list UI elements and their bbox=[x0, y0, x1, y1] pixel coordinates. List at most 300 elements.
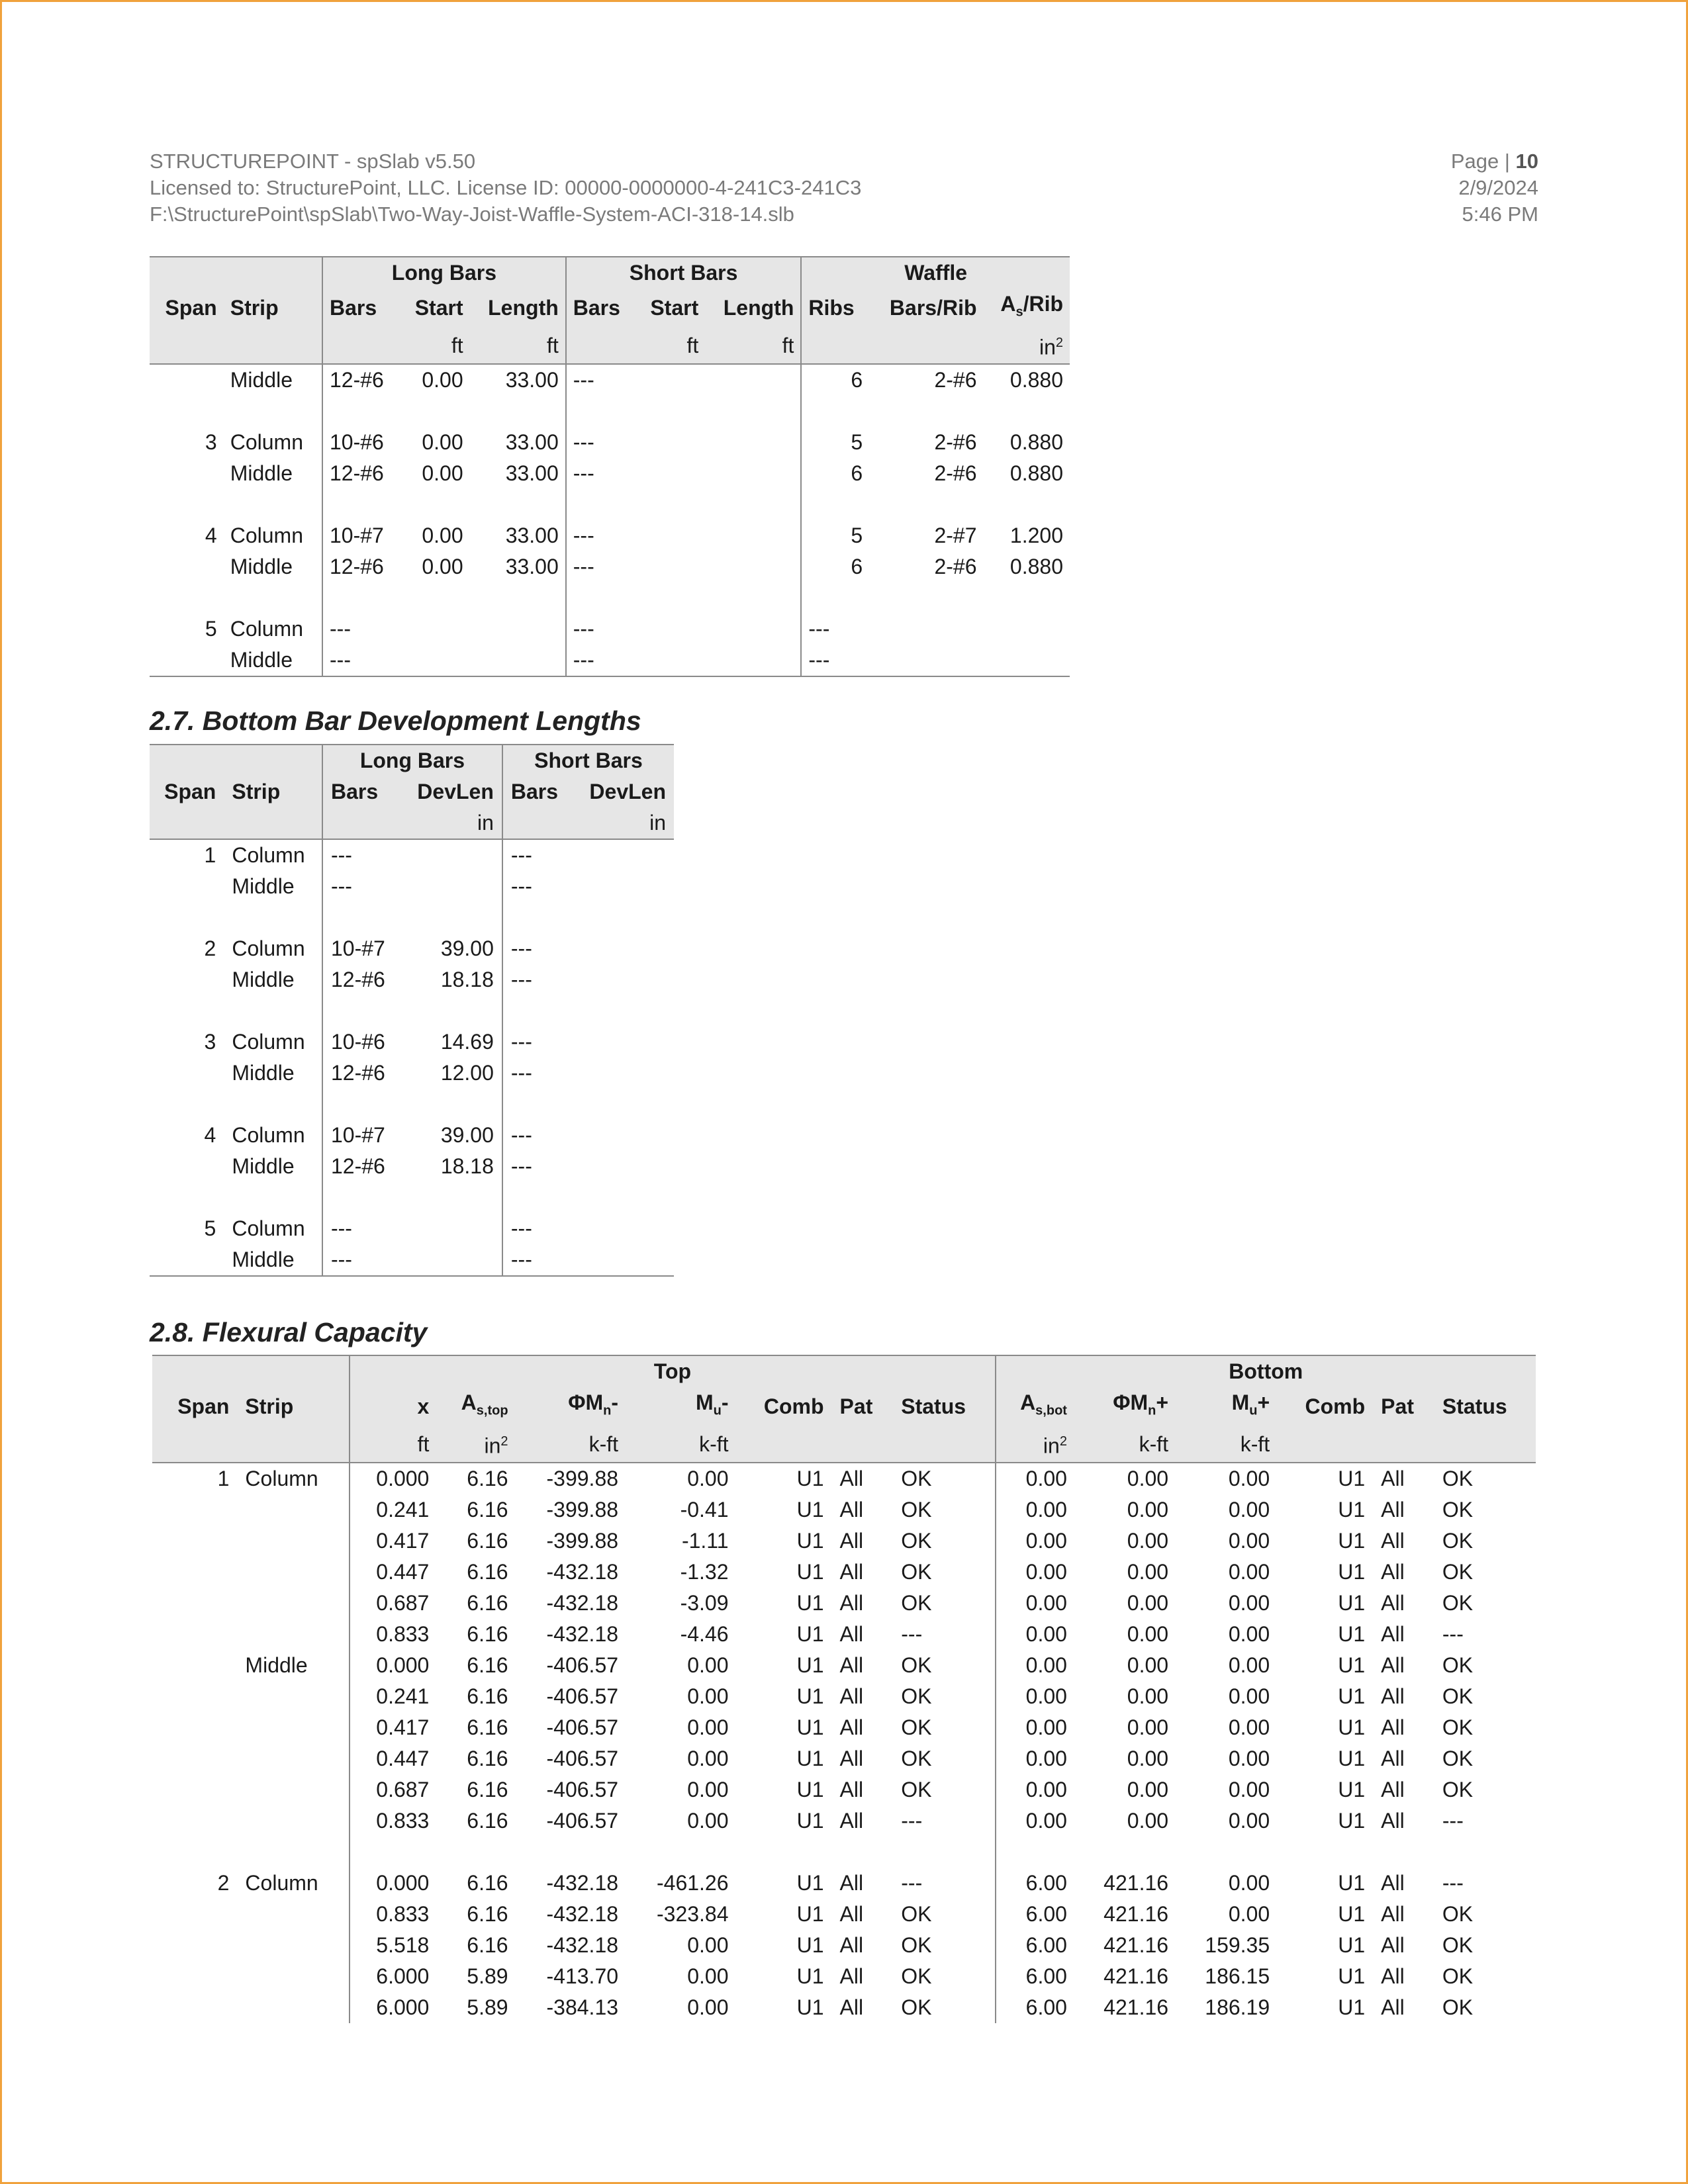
ribs-cell: 5 bbox=[801, 427, 869, 458]
header-time: 5:46 PM bbox=[1462, 203, 1538, 226]
long-devlen-cell bbox=[400, 1213, 502, 1244]
phimn-pos-cell: 0.00 bbox=[1127, 1778, 1169, 1802]
short-start-cell bbox=[635, 364, 706, 396]
as-top-cell: 6.16 bbox=[467, 1715, 508, 1740]
status-bot-cell: OK bbox=[1442, 1747, 1474, 1771]
mu-pos-cell: 0.00 bbox=[1228, 1684, 1270, 1709]
header-file-path: F:\StructurePoint\spSlab\Two-Way-Joist-Waffle-System-ACI-318-14.slb bbox=[150, 203, 794, 226]
short-bars-cell: --- bbox=[502, 964, 573, 995]
table-row bbox=[152, 1743, 1536, 1774]
header-date: 2/9/2024 bbox=[1458, 176, 1538, 199]
x-cell: 0.833 bbox=[350, 1805, 437, 1837]
phimn-pos-cell: 0.00 bbox=[1127, 1529, 1169, 1553]
as-bot-cell: 0.00 bbox=[996, 1681, 1075, 1712]
mu-neg-cell: 0.00 bbox=[687, 1653, 729, 1678]
as-bot-cell: 0.00 bbox=[996, 1805, 1075, 1837]
status-bot-cell: OK bbox=[1442, 1933, 1474, 1958]
as-bot-cell: 0.00 bbox=[996, 1588, 1075, 1619]
pat-bot-cell: All bbox=[1381, 1933, 1405, 1958]
x-cell: 0.000 bbox=[350, 1868, 437, 1899]
comb-top-cell: U1 bbox=[796, 1684, 824, 1709]
t3-col-span: Span bbox=[152, 1387, 237, 1426]
t3-col-as-bot: $A_{s,bot}$ bbox=[996, 1387, 1075, 1426]
short-bars-cell: --- bbox=[502, 839, 573, 871]
mu-neg-cell: -4.46 bbox=[680, 1622, 729, 1647]
table-row bbox=[152, 1961, 1536, 1992]
status-bot-cell: OK bbox=[1442, 1778, 1474, 1802]
long-bars-cell: --- bbox=[322, 614, 400, 645]
strip-cell: Column bbox=[232, 843, 305, 867]
x-cell: 0.000 bbox=[350, 1650, 437, 1681]
mu-pos-cell: 0.00 bbox=[1228, 1467, 1270, 1491]
short-start-cell bbox=[635, 520, 706, 551]
as-rib-cell: 0.880 bbox=[1009, 368, 1063, 392]
status-bot-cell: OK bbox=[1442, 1591, 1474, 1615]
pat-top-cell: All bbox=[839, 1995, 864, 2020]
pat-top-cell: All bbox=[839, 1778, 864, 1802]
pat-top-cell: All bbox=[839, 1871, 864, 1895]
bars-rib-cell: 2-#6 bbox=[934, 430, 977, 455]
status-bot-cell: --- bbox=[1442, 1622, 1464, 1647]
spacer-row bbox=[150, 1182, 674, 1213]
x-cell: 5.518 bbox=[350, 1930, 437, 1961]
strip-cell: Column bbox=[232, 1216, 305, 1240]
x-cell: 0.687 bbox=[350, 1774, 437, 1805]
table-row bbox=[150, 520, 1070, 551]
comb-top-cell: U1 bbox=[796, 1715, 824, 1740]
x-cell: 0.241 bbox=[350, 1681, 437, 1712]
spacer-row bbox=[150, 582, 1070, 614]
table-row bbox=[152, 1774, 1536, 1805]
status-bot-cell: OK bbox=[1442, 1902, 1474, 1927]
mu-pos-cell: 186.19 bbox=[1205, 1995, 1270, 2020]
phimn-neg-cell: -432.18 bbox=[546, 1560, 619, 1584]
strip-cell: Middle bbox=[230, 461, 293, 486]
long-devlen-cell: 18.18 bbox=[440, 1154, 494, 1178]
t3-group-top: Top bbox=[350, 1355, 995, 1387]
flexural-capacity-table bbox=[152, 1355, 1536, 2023]
as-rib-cell bbox=[984, 614, 1070, 645]
as-rib-cell: 0.880 bbox=[1009, 555, 1063, 579]
pat-bot-cell: All bbox=[1381, 1529, 1405, 1553]
pat-top-cell: All bbox=[839, 1591, 864, 1615]
as-bot-cell: 0.00 bbox=[996, 1463, 1075, 1494]
span-cell bbox=[152, 1557, 237, 1588]
x-cell: 6.000 bbox=[350, 1992, 437, 2023]
comb-bot-cell: U1 bbox=[1338, 1747, 1366, 1771]
table-row bbox=[152, 1463, 1536, 1494]
span-cell bbox=[152, 1961, 237, 1992]
short-bars-cell: --- bbox=[502, 933, 573, 964]
t1-col-short-length: Length bbox=[705, 289, 801, 328]
table-row bbox=[152, 1868, 1536, 1899]
t3-group-bottom: Bottom bbox=[996, 1355, 1536, 1387]
short-bars-cell: --- bbox=[502, 1151, 573, 1182]
pat-top-cell: All bbox=[839, 1653, 864, 1678]
t3-unit-phimn-pos: k-ft bbox=[1075, 1426, 1176, 1463]
status-top-cell: OK bbox=[901, 1778, 932, 1802]
table-row bbox=[152, 1930, 1536, 1961]
long-bars-cell: 10-#7 bbox=[322, 1120, 400, 1151]
pat-bot-cell: All bbox=[1381, 1747, 1405, 1771]
spacer-row bbox=[152, 1837, 1536, 1868]
short-start-cell bbox=[635, 551, 706, 582]
phimn-neg-cell: -384.13 bbox=[546, 1995, 619, 2020]
mu-neg-cell: 0.00 bbox=[687, 1684, 729, 1709]
t3-unit-mu-pos: k-ft bbox=[1176, 1426, 1278, 1463]
short-devlen-cell bbox=[573, 1026, 674, 1058]
status-bot-cell: OK bbox=[1442, 1715, 1474, 1740]
span-cell: 2 bbox=[204, 936, 216, 960]
long-length-cell: 33.00 bbox=[505, 555, 559, 579]
strip-cell: Column bbox=[230, 523, 303, 548]
as-rib-cell: 1.200 bbox=[1009, 523, 1063, 548]
t1-unit-long-start: ft bbox=[400, 328, 470, 364]
status-top-cell: OK bbox=[901, 1560, 932, 1584]
status-top-cell: OK bbox=[901, 1498, 932, 1522]
span-cell bbox=[152, 1681, 237, 1712]
phimn-neg-cell: -432.18 bbox=[546, 1902, 619, 1927]
comb-top-cell: U1 bbox=[796, 1498, 824, 1522]
comb-bot-cell: U1 bbox=[1338, 1809, 1366, 1833]
ribs-cell: 5 bbox=[801, 520, 869, 551]
as-bot-cell: 0.00 bbox=[996, 1650, 1075, 1681]
as-top-cell: 5.89 bbox=[467, 1995, 508, 2020]
comb-bot-cell: U1 bbox=[1338, 1871, 1366, 1895]
span-cell bbox=[152, 1992, 237, 2023]
table-row bbox=[150, 964, 674, 995]
short-bars-cell: --- bbox=[566, 520, 635, 551]
t2-col-long-devlen: DevLen bbox=[400, 776, 502, 807]
strip-cell: Middle bbox=[232, 874, 295, 898]
pat-top-cell: All bbox=[839, 1809, 864, 1833]
as-bot-cell: 0.00 bbox=[996, 1494, 1075, 1525]
as-bot-cell: 0.00 bbox=[996, 1557, 1075, 1588]
t3-col-strip: Strip bbox=[237, 1387, 350, 1426]
span-cell: 4 bbox=[204, 1123, 216, 1147]
phimn-neg-cell: -399.88 bbox=[546, 1467, 619, 1491]
phimn-neg-cell: -432.18 bbox=[546, 1622, 619, 1647]
strip-cell: Middle bbox=[245, 1653, 308, 1678]
phimn-pos-cell: 0.00 bbox=[1127, 1560, 1169, 1584]
long-bars-cell: 10-#7 bbox=[322, 933, 400, 964]
status-top-cell: --- bbox=[901, 1622, 923, 1647]
short-devlen-cell bbox=[573, 1244, 674, 1276]
pat-bot-cell: All bbox=[1381, 1622, 1405, 1647]
status-top-cell: OK bbox=[901, 1684, 932, 1709]
status-top-cell: OK bbox=[901, 1529, 932, 1553]
phimn-pos-cell: 0.00 bbox=[1127, 1498, 1169, 1522]
table-row bbox=[150, 551, 1070, 582]
long-start-cell: 0.00 bbox=[422, 368, 463, 392]
span-cell bbox=[150, 1058, 224, 1089]
strip-cell bbox=[237, 1774, 350, 1805]
status-top-cell: OK bbox=[901, 1591, 932, 1615]
mu-neg-cell: 0.00 bbox=[687, 1715, 729, 1740]
as-bot-cell: 6.00 bbox=[996, 1868, 1075, 1899]
table-row bbox=[152, 1681, 1536, 1712]
pat-bot-cell: All bbox=[1381, 1560, 1405, 1584]
span-cell bbox=[152, 1588, 237, 1619]
comb-bot-cell: U1 bbox=[1338, 1467, 1366, 1491]
short-devlen-cell bbox=[573, 871, 674, 902]
mu-neg-cell: -461.26 bbox=[656, 1871, 729, 1895]
table-row bbox=[152, 1992, 1536, 2023]
short-length-cell bbox=[705, 645, 801, 676]
strip-cell bbox=[237, 1743, 350, 1774]
phimn-neg-cell: -406.57 bbox=[546, 1653, 619, 1678]
t3-col-x: x bbox=[350, 1387, 437, 1426]
mu-pos-cell: 0.00 bbox=[1228, 1529, 1270, 1553]
t2-group-short-bars: Short Bars bbox=[502, 745, 674, 776]
t2-group-long-bars: Long Bars bbox=[322, 745, 502, 776]
pat-bot-cell: All bbox=[1381, 1871, 1405, 1895]
x-cell: 0.447 bbox=[350, 1743, 437, 1774]
t2-unit-long-devlen: in bbox=[400, 807, 502, 839]
t1-col-long-length: Length bbox=[470, 289, 566, 328]
as-rib-cell: 0.880 bbox=[1009, 430, 1063, 455]
strip-cell bbox=[237, 1961, 350, 1992]
strip-cell bbox=[237, 1992, 350, 2023]
mu-neg-cell: -1.32 bbox=[680, 1560, 729, 1584]
long-devlen-cell bbox=[400, 871, 502, 902]
pat-bot-cell: All bbox=[1381, 1498, 1405, 1522]
as-rib-cell bbox=[984, 645, 1070, 676]
strip-cell: Middle bbox=[230, 368, 293, 392]
table-row bbox=[150, 839, 674, 871]
strip-cell: Column bbox=[232, 936, 305, 960]
ribs-cell: 6 bbox=[801, 551, 869, 582]
bars-rib-cell: 2-#6 bbox=[934, 368, 977, 392]
long-devlen-cell: 39.00 bbox=[440, 1123, 494, 1147]
short-bars-cell: --- bbox=[566, 614, 635, 645]
mu-neg-cell: -3.09 bbox=[680, 1591, 729, 1615]
as-top-cell: 6.16 bbox=[467, 1467, 508, 1491]
comb-bot-cell: U1 bbox=[1338, 1964, 1366, 1989]
long-bars-cell: 10-#6 bbox=[322, 1026, 400, 1058]
table-row bbox=[150, 364, 1070, 396]
table-row bbox=[152, 1588, 1536, 1619]
table-row bbox=[150, 614, 1070, 645]
x-cell: 0.000 bbox=[350, 1463, 437, 1494]
status-top-cell: OK bbox=[901, 1715, 932, 1740]
table-row bbox=[152, 1557, 1536, 1588]
long-bars-cell: 10-#6 bbox=[322, 427, 400, 458]
header-page bbox=[1451, 148, 1538, 175]
bars-rib-cell: 2-#6 bbox=[934, 461, 977, 486]
t1-col-short-bars: Bars bbox=[566, 289, 635, 328]
strip-cell bbox=[237, 1494, 350, 1525]
span-cell: 3 bbox=[204, 1030, 216, 1054]
status-bot-cell: --- bbox=[1442, 1871, 1464, 1895]
t1-col-long-start: Start bbox=[400, 289, 470, 328]
phimn-pos-cell: 0.00 bbox=[1127, 1715, 1169, 1740]
mu-pos-cell: 0.00 bbox=[1228, 1653, 1270, 1678]
status-top-cell: OK bbox=[901, 1995, 932, 2020]
strip-cell bbox=[237, 1557, 350, 1588]
comb-top-cell: U1 bbox=[796, 1809, 824, 1833]
t1-col-span: Span bbox=[150, 289, 224, 328]
comb-top-cell: U1 bbox=[796, 1653, 824, 1678]
span-cell bbox=[150, 1151, 224, 1182]
long-devlen-cell: 14.69 bbox=[440, 1030, 494, 1054]
status-bot-cell: --- bbox=[1442, 1809, 1464, 1833]
phimn-neg-cell: -406.57 bbox=[546, 1809, 619, 1833]
pat-bot-cell: All bbox=[1381, 1715, 1405, 1740]
comb-top-cell: U1 bbox=[796, 1560, 824, 1584]
t1-unit-as-rib: $in^2$ bbox=[984, 328, 1070, 364]
t2-col-long-bars: Bars bbox=[322, 776, 400, 807]
comb-top-cell: U1 bbox=[796, 1747, 824, 1771]
spacer-row bbox=[150, 902, 674, 933]
span-cell bbox=[152, 1619, 237, 1650]
span-cell bbox=[150, 364, 224, 396]
comb-top-cell: U1 bbox=[796, 1871, 824, 1895]
status-top-cell: --- bbox=[901, 1871, 923, 1895]
long-devlen-cell: 39.00 bbox=[440, 936, 494, 960]
as-bot-cell: 0.00 bbox=[996, 1525, 1075, 1557]
as-top-cell: 6.16 bbox=[467, 1684, 508, 1709]
mu-neg-cell: -323.84 bbox=[656, 1902, 729, 1927]
strip-cell: Column bbox=[245, 1467, 318, 1491]
status-top-cell: OK bbox=[901, 1653, 932, 1678]
phimn-pos-cell: 421.16 bbox=[1103, 1995, 1169, 2020]
span-cell: 2 bbox=[217, 1871, 230, 1895]
long-start-cell: 0.00 bbox=[422, 555, 463, 579]
as-bot-cell: 0.00 bbox=[996, 1774, 1075, 1805]
as-top-cell: 6.16 bbox=[467, 1498, 508, 1522]
t3-col-phimn-neg: $\Phi M_n-$ bbox=[516, 1387, 626, 1426]
bottom-bar-development-table bbox=[150, 744, 674, 1277]
t1-col-bars-rib: Bars/Rib bbox=[869, 289, 983, 328]
span-cell: 4 bbox=[205, 523, 217, 548]
phimn-neg-cell: -413.70 bbox=[546, 1964, 619, 1989]
x-cell: 0.241 bbox=[350, 1494, 437, 1525]
x-cell: 0.417 bbox=[350, 1712, 437, 1743]
comb-bot-cell: U1 bbox=[1338, 1560, 1366, 1584]
mu-pos-cell: 0.00 bbox=[1228, 1498, 1270, 1522]
report-header-right bbox=[1451, 148, 1538, 228]
long-devlen-cell bbox=[400, 1244, 502, 1276]
comb-top-cell: U1 bbox=[796, 1902, 824, 1927]
short-bars-cell: --- bbox=[566, 364, 635, 396]
comb-bot-cell: U1 bbox=[1338, 1902, 1366, 1927]
short-length-cell bbox=[705, 458, 801, 489]
short-length-cell bbox=[705, 614, 801, 645]
short-start-cell bbox=[635, 645, 706, 676]
phimn-pos-cell: 0.00 bbox=[1127, 1747, 1169, 1771]
pat-bot-cell: All bbox=[1381, 1591, 1405, 1615]
short-length-cell bbox=[705, 364, 801, 396]
comb-top-cell: U1 bbox=[796, 1529, 824, 1553]
t2-col-short-devlen: DevLen bbox=[573, 776, 674, 807]
phimn-pos-cell: 0.00 bbox=[1127, 1622, 1169, 1647]
as-bot-cell: 6.00 bbox=[996, 1992, 1075, 2023]
mu-neg-cell: 0.00 bbox=[687, 1964, 729, 1989]
t3-col-comb-top: Comb bbox=[737, 1387, 832, 1426]
page-number: 10 bbox=[1515, 150, 1538, 173]
comb-top-cell: U1 bbox=[796, 1591, 824, 1615]
status-bot-cell: OK bbox=[1442, 1964, 1474, 1989]
phimn-neg-cell: -432.18 bbox=[546, 1871, 619, 1895]
t3-col-status-top: Status bbox=[893, 1387, 995, 1426]
short-devlen-cell bbox=[573, 1151, 674, 1182]
spacer-row bbox=[150, 1089, 674, 1120]
long-bars-cell: 12-#6 bbox=[322, 364, 400, 396]
t3-col-pat-bot: Pat bbox=[1373, 1387, 1434, 1426]
phimn-pos-cell: 421.16 bbox=[1103, 1933, 1169, 1958]
mu-neg-cell: 0.00 bbox=[687, 1467, 729, 1491]
strip-cell bbox=[237, 1899, 350, 1930]
long-start-cell bbox=[400, 645, 470, 676]
span-cell bbox=[152, 1774, 237, 1805]
pat-bot-cell: All bbox=[1381, 1995, 1405, 2020]
t1-col-strip: Strip bbox=[224, 289, 322, 328]
phimn-neg-cell: -399.88 bbox=[546, 1529, 619, 1553]
short-bars-cell: --- bbox=[566, 645, 635, 676]
strip-cell: Column bbox=[232, 1030, 305, 1054]
long-start-cell bbox=[400, 614, 470, 645]
strip-cell: Middle bbox=[232, 1061, 295, 1085]
mu-neg-cell: -0.41 bbox=[680, 1498, 729, 1522]
phimn-pos-cell: 421.16 bbox=[1103, 1964, 1169, 1989]
t3-col-pat-top: Pat bbox=[832, 1387, 894, 1426]
long-bars-cell: 10-#7 bbox=[322, 520, 400, 551]
mu-pos-cell: 0.00 bbox=[1228, 1778, 1270, 1802]
pat-top-cell: All bbox=[839, 1964, 864, 1989]
mu-neg-cell: 0.00 bbox=[687, 1995, 729, 2020]
comb-bot-cell: U1 bbox=[1338, 1591, 1366, 1615]
span-cell bbox=[152, 1712, 237, 1743]
long-start-cell: 0.00 bbox=[422, 461, 463, 486]
status-bot-cell: OK bbox=[1442, 1995, 1474, 2020]
phimn-pos-cell: 421.16 bbox=[1103, 1902, 1169, 1927]
x-cell: 0.687 bbox=[350, 1588, 437, 1619]
t3-unit-mu-neg: k-ft bbox=[626, 1426, 736, 1463]
mu-pos-cell: 186.15 bbox=[1205, 1964, 1270, 1989]
strip-cell: Middle bbox=[224, 1244, 322, 1276]
as-bot-cell: 6.00 bbox=[996, 1899, 1075, 1930]
as-rib-cell: 0.880 bbox=[1009, 461, 1063, 486]
pat-top-cell: All bbox=[839, 1747, 864, 1771]
phimn-neg-cell: -399.88 bbox=[546, 1498, 619, 1522]
strip-cell: Column bbox=[230, 430, 303, 455]
strip-cell: Middle bbox=[224, 645, 322, 676]
t1-group-waffle: Waffle bbox=[801, 257, 1070, 289]
ribs-cell: --- bbox=[801, 645, 869, 676]
t3-unit-phimn-neg: k-ft bbox=[516, 1426, 626, 1463]
table-row bbox=[150, 645, 1070, 676]
t2-col-short-bars: Bars bbox=[502, 776, 573, 807]
t1-unit-short-length: ft bbox=[705, 328, 801, 364]
span-cell bbox=[150, 551, 224, 582]
table-row bbox=[152, 1619, 1536, 1650]
comb-bot-cell: U1 bbox=[1338, 1684, 1366, 1709]
span-cell bbox=[150, 964, 224, 995]
bars-rib-cell: 2-#7 bbox=[934, 523, 977, 548]
pat-top-cell: All bbox=[839, 1902, 864, 1927]
x-cell: 0.447 bbox=[350, 1557, 437, 1588]
comb-top-cell: U1 bbox=[796, 1622, 824, 1647]
mu-pos-cell: 0.00 bbox=[1228, 1560, 1270, 1584]
table-row bbox=[150, 458, 1070, 489]
as-bot-cell: 0.00 bbox=[996, 1619, 1075, 1650]
pat-bot-cell: All bbox=[1381, 1467, 1405, 1491]
long-length-cell bbox=[470, 645, 566, 676]
status-bot-cell: OK bbox=[1442, 1498, 1474, 1522]
long-bars-cell: 12-#6 bbox=[322, 1058, 400, 1089]
t1-col-ribs: Ribs bbox=[801, 289, 869, 328]
